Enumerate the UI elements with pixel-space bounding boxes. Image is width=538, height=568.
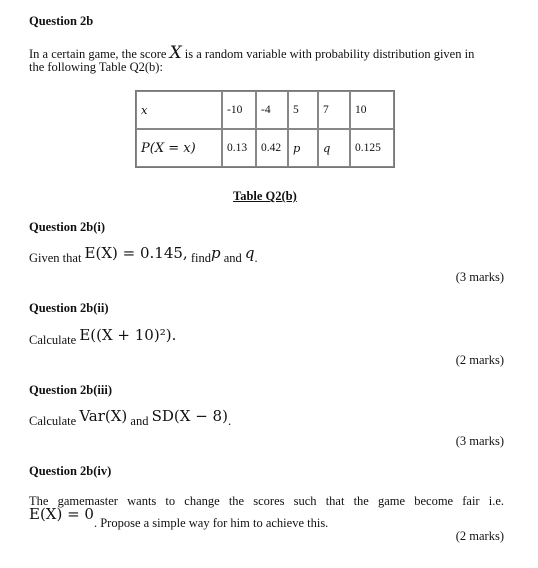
table-cell: q [318,129,350,167]
question-2b-i-text [29,244,258,266]
table-cell: 10 [350,91,394,129]
table-cell: 0.42 [256,129,288,167]
var-p: p [210,244,221,262]
ex-squared-expression: E((X + 10)²). [79,326,177,344]
question-2b-iv-line-1: The gamemaster wants to change the scores such that the game become fair i.e. [29,494,504,508]
table-row-x [136,91,394,129]
fair-game-expression: E(X) = 0 [29,505,94,523]
and-text: and [223,251,242,265]
table-cell: 7 [318,91,350,129]
table-row-prob [136,129,394,167]
and-text: and [130,414,149,428]
period: . [254,251,258,265]
intro-text-a: In a certain game, the score [29,47,167,61]
table-cell: -4 [256,91,288,129]
table-header-prob: P(X = x) [136,129,222,167]
period: . [227,414,232,428]
intro-var-x: X [169,43,182,63]
calculate-text: Calculate [29,414,77,428]
question-2b-iii-title: Question 2b(iii) [29,383,112,397]
propose-text: . Propose a simple way for him to achieve this. [93,516,329,530]
question-2b-iii-text [29,407,232,429]
marks-2b-iv: (2 marks) [455,529,504,543]
question-2b-title: Question 2b [29,14,94,28]
intro-line-2: the following Table Q2(b): [29,60,163,74]
intro-text-b: is a random variable with probability distribution given in [184,47,475,61]
marks-2b-iii: (3 marks) [455,434,504,448]
question-2b-ii-text [29,326,177,348]
question-2b-i-title: Question 2b(i) [29,220,106,234]
probability-table [135,90,395,168]
var-q: q [244,244,255,262]
question-2b-iv-line-2 [29,505,329,530]
table-cell: 0.125 [350,129,394,167]
table-caption: Table Q2(b) [233,189,297,203]
ex-expression: E(X) = 0.145, [84,244,188,262]
table-cell: 5 [288,91,318,129]
sd-expression: SD(X − 8) [151,407,228,425]
marks-2b-ii: (2 marks) [455,353,504,367]
marks-2b-i: (3 marks) [455,270,504,284]
question-2b-ii-title: Question 2b(ii) [29,301,109,315]
table-cell: -10 [222,91,256,129]
var-expression: Var(X) [79,407,128,425]
question-2b-iv-title: Question 2b(iv) [29,464,112,478]
table-header-x: x [136,91,222,129]
calculate-text: Calculate [29,333,77,347]
find-text: find [190,251,211,265]
table-cell: p [288,129,318,167]
given-text: Given that [29,251,82,265]
table-cell: 0.13 [222,129,256,167]
